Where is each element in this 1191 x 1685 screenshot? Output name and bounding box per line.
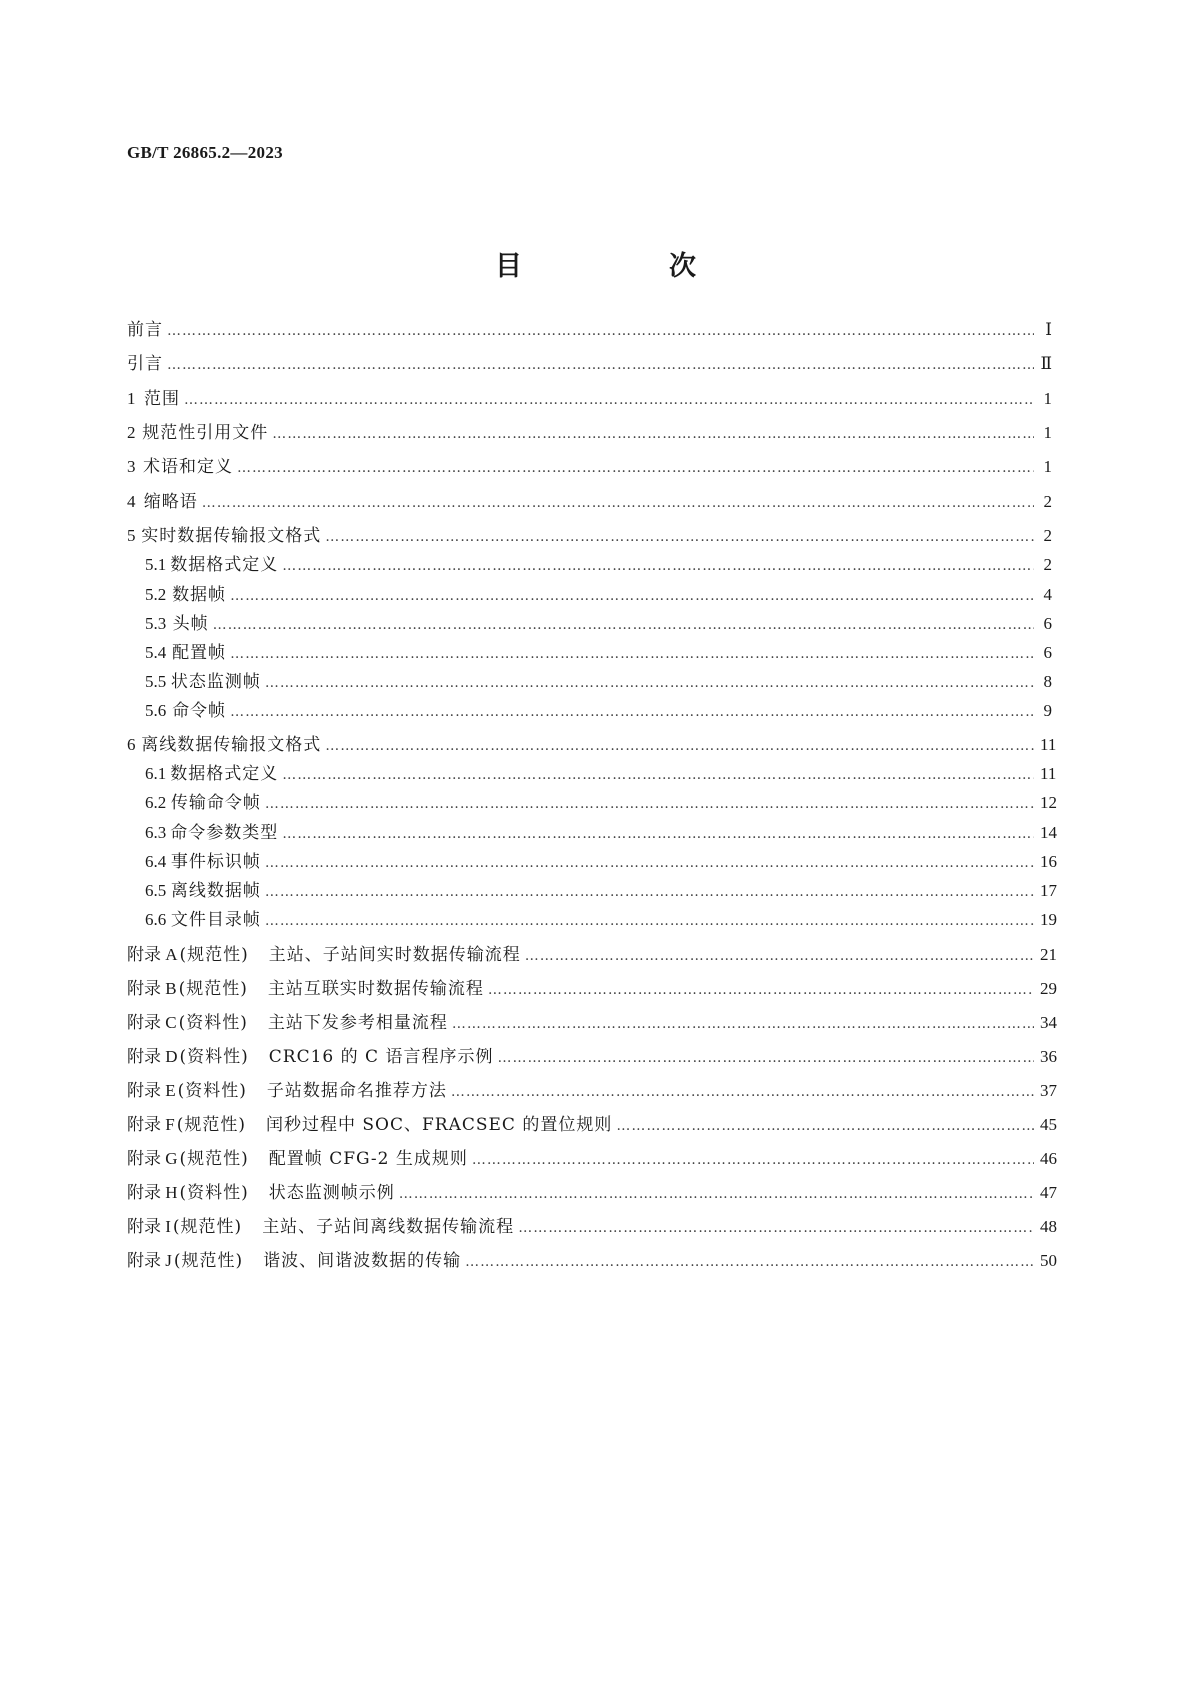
annex-number: 附录 B <box>127 979 177 998</box>
toc-entry-page: 2 <box>1043 492 1052 511</box>
toc-entry-number: 6.6 <box>145 910 167 929</box>
dot-leader <box>472 1149 1034 1171</box>
toc-entry-number: 5.6 <box>145 701 167 720</box>
annex-title: 状态监测帧示例 <box>268 1183 395 1203</box>
toc-entry-number: 6.4 <box>145 852 167 871</box>
annex-number: 附录 D <box>127 1047 178 1066</box>
toc-entry-6-6[interactable] <box>145 909 1057 931</box>
toc-annex-d[interactable] <box>127 1046 1057 1068</box>
dot-leader <box>465 1251 1034 1273</box>
toc-entry-6-5[interactable] <box>145 880 1057 902</box>
annex-number: 附录 H <box>127 1183 178 1202</box>
toc-entry-page: 6 <box>1043 614 1052 633</box>
toc-entry-label: 范围 <box>144 389 181 409</box>
toc-entry-page: Ⅰ <box>1045 320 1052 339</box>
toc-entry-number: 5.2 <box>145 585 167 604</box>
annex-title: 主站下发参考相量流程 <box>267 1013 448 1033</box>
toc-annex-i[interactable] <box>127 1216 1057 1238</box>
dot-leader <box>265 793 1034 815</box>
toc-entry-page: 8 <box>1043 672 1052 691</box>
annex-page: 50 <box>1040 1251 1057 1270</box>
toc-entry-page: 12 <box>1040 793 1057 812</box>
annex-page: 46 <box>1040 1149 1057 1168</box>
annex-number: 附录 G <box>127 1149 178 1168</box>
toc-entry-5-4[interactable] <box>145 642 1052 664</box>
toc-entry-page: 9 <box>1043 701 1052 720</box>
annex-page: 48 <box>1040 1217 1057 1236</box>
toc-entry-label: 离线数据传输报文格式 <box>141 735 322 755</box>
toc-entry-page: 1 <box>1043 423 1052 442</box>
dot-leader <box>616 1115 1034 1137</box>
dot-leader <box>282 823 1034 845</box>
dot-leader <box>518 1217 1034 1239</box>
toc-annex-c[interactable] <box>127 1012 1057 1034</box>
toc-entry-label: 前言 <box>127 320 163 340</box>
toc-entry-label: 规范性引用文件 <box>142 423 269 443</box>
toc-entry-number: 5.1 <box>145 555 167 574</box>
dot-leader <box>265 852 1034 874</box>
annex-type: (资料性) <box>179 1183 249 1203</box>
dot-leader <box>282 555 1034 577</box>
toc-entry-label: 数据格式定义 <box>170 555 279 575</box>
dot-leader <box>230 701 1034 723</box>
annex-title: 主站互联实时数据传输流程 <box>267 979 484 999</box>
toc-entry-label: 传输命令帧 <box>170 793 261 813</box>
annex-number: 附录 F <box>127 1115 175 1134</box>
annex-title: 主站、子站间离线数据传输流程 <box>262 1217 515 1237</box>
annex-title: 谐波、间谐波数据的传输 <box>263 1251 462 1271</box>
dot-leader <box>282 764 1034 786</box>
toc-entry-page: 2 <box>1043 555 1052 574</box>
toc-entry-5-3[interactable] <box>145 613 1052 635</box>
toc-entry-page: 16 <box>1040 852 1057 871</box>
toc-entry-number: 5.3 <box>145 614 167 633</box>
toc-entry-number: 6.2 <box>145 793 167 812</box>
toc-entry-label: 状态监测帧 <box>170 672 261 692</box>
annex-type: (规范性) <box>179 945 249 965</box>
toc-annex-g[interactable] <box>127 1148 1057 1170</box>
dot-leader <box>452 1013 1034 1035</box>
toc-entry-label: 缩略语 <box>143 492 198 512</box>
annex-type: (资料性) <box>179 1047 249 1067</box>
toc-annex-f[interactable] <box>127 1114 1057 1136</box>
toc-entry-number: 6 <box>127 735 136 754</box>
annex-title: CRC16 的 C 语言程序示例 <box>268 1047 494 1067</box>
dot-leader <box>202 492 1034 514</box>
dot-leader <box>325 526 1034 548</box>
annex-page: 29 <box>1040 979 1057 998</box>
dot-leader <box>451 1081 1034 1103</box>
toc-entry-number: 6.5 <box>145 881 167 900</box>
toc-entry-label: 数据帧 <box>172 585 227 605</box>
document-code: GB/T 26865.2—2023 <box>127 143 283 162</box>
toc-entry-number: 1 <box>127 389 136 408</box>
annex-type: (资料性) <box>177 1081 247 1101</box>
annex-type: (规范性) <box>172 1217 243 1237</box>
dot-leader <box>497 1047 1034 1069</box>
annex-type: (规范性) <box>176 1115 246 1135</box>
toc-entry-5-5[interactable] <box>145 671 1052 693</box>
toc-entry-page: 17 <box>1040 881 1057 900</box>
dot-leader <box>230 585 1034 607</box>
toc-entry-label: 事件标识帧 <box>170 852 261 872</box>
toc-entry-label: 命令参数类型 <box>170 823 279 843</box>
toc-entry-5-6[interactable] <box>145 700 1052 722</box>
toc-entry-page: 4 <box>1043 585 1052 604</box>
toc-entry-label: 命令帧 <box>172 701 227 721</box>
toc-entry-label: 数据格式定义 <box>170 764 279 784</box>
toc-annex-b[interactable] <box>127 978 1057 1000</box>
toc-entry-label: 实时数据传输报文格式 <box>141 526 322 546</box>
dot-leader <box>237 457 1034 479</box>
annex-page: 37 <box>1040 1081 1057 1100</box>
annex-title: 子站数据命名推荐方法 <box>266 1081 447 1101</box>
toc-entry-label: 离线数据帧 <box>170 881 261 901</box>
toc-entry-5-1[interactable] <box>145 554 1052 576</box>
toc-entry-6-1[interactable] <box>145 763 1057 785</box>
annex-number: 附录 A <box>127 945 178 964</box>
annex-type: (规范性) <box>178 979 248 999</box>
toc-entry-2[interactable] <box>127 422 1052 444</box>
annex-title: 配置帧 CFG-2 生成规则 <box>268 1149 468 1169</box>
annex-type: (规范性) <box>173 1251 244 1271</box>
toc-entry-6-2[interactable] <box>145 792 1057 814</box>
toc-entry-number: 5.4 <box>145 643 167 662</box>
dot-leader <box>230 643 1034 665</box>
annex-page: 47 <box>1040 1183 1057 1202</box>
dot-leader <box>325 735 1034 757</box>
dot-leader <box>525 945 1034 967</box>
toc-entry-page: 11 <box>1040 735 1057 754</box>
annex-number: 附录 J <box>127 1251 172 1270</box>
toc-entry-number: 6.1 <box>145 764 167 783</box>
dot-leader <box>272 423 1034 445</box>
toc-title: 目 次 <box>495 251 756 282</box>
toc-entry-5[interactable] <box>127 525 1052 547</box>
toc-annex-e[interactable] <box>127 1080 1057 1102</box>
toc-entry-label: 引言 <box>127 354 163 374</box>
annex-number: 附录 C <box>127 1013 177 1032</box>
annex-page: 21 <box>1040 945 1057 964</box>
annex-number: 附录 E <box>127 1081 176 1100</box>
toc-entry-number: 5 <box>127 526 136 545</box>
toc-entry-label: 术语和定义 <box>142 457 233 477</box>
dot-leader <box>488 979 1034 1001</box>
toc-annex-a[interactable] <box>127 944 1057 966</box>
annex-number: 附录 I <box>127 1217 171 1236</box>
toc-entry-6-3[interactable] <box>145 822 1057 844</box>
toc-entry-introduction[interactable] <box>127 353 1052 375</box>
toc-entry-page: 1 <box>1043 389 1052 408</box>
annex-page: 45 <box>1040 1115 1057 1134</box>
toc-entry-6-4[interactable] <box>145 851 1057 873</box>
toc-entry-page: 14 <box>1040 823 1057 842</box>
toc-entry-page: 19 <box>1040 910 1057 929</box>
annex-page: 36 <box>1040 1047 1057 1066</box>
annex-type: (资料性) <box>178 1013 248 1033</box>
toc-entry-foreword[interactable] <box>127 319 1052 341</box>
toc-entry-3[interactable] <box>127 456 1052 478</box>
dot-leader <box>184 389 1034 411</box>
dot-leader <box>265 672 1034 694</box>
toc-entry-number: 5.5 <box>145 672 167 691</box>
dot-leader <box>265 910 1034 932</box>
toc-entry-label: 头帧 <box>172 614 209 634</box>
toc-entry-5-2[interactable] <box>145 584 1052 606</box>
toc-annex-j[interactable] <box>127 1250 1057 1272</box>
toc-entry-label: 配置帧 <box>172 643 227 663</box>
toc-entry-page: 2 <box>1043 526 1052 545</box>
toc-entry-page: 11 <box>1040 764 1057 783</box>
toc-entry-1[interactable] <box>127 388 1052 410</box>
dot-leader <box>167 320 1034 342</box>
toc-entry-page: Ⅱ <box>1040 354 1052 373</box>
toc-entry-page: 1 <box>1043 457 1052 476</box>
toc-entry-number: 2 <box>127 423 136 442</box>
toc-entry-4[interactable] <box>127 491 1052 513</box>
toc-entry-label: 文件目录帧 <box>170 910 261 930</box>
toc-annex-h[interactable] <box>127 1182 1057 1204</box>
toc-entry-page: 6 <box>1043 643 1052 662</box>
annex-title: 主站、子站间实时数据传输流程 <box>268 945 521 965</box>
annex-title: 闰秒过程中 SOC、FRACSEC 的置位规则 <box>265 1115 613 1135</box>
toc-entry-number: 4 <box>127 492 136 511</box>
toc-entry-6[interactable] <box>127 734 1057 756</box>
dot-leader <box>213 614 1034 636</box>
annex-type: (规范性) <box>179 1149 249 1169</box>
annex-page: 34 <box>1040 1013 1057 1032</box>
dot-leader <box>167 354 1034 376</box>
toc-entry-number: 3 <box>127 457 136 476</box>
toc-entry-number: 6.3 <box>145 823 167 842</box>
dot-leader <box>265 881 1034 903</box>
dot-leader <box>399 1183 1034 1205</box>
